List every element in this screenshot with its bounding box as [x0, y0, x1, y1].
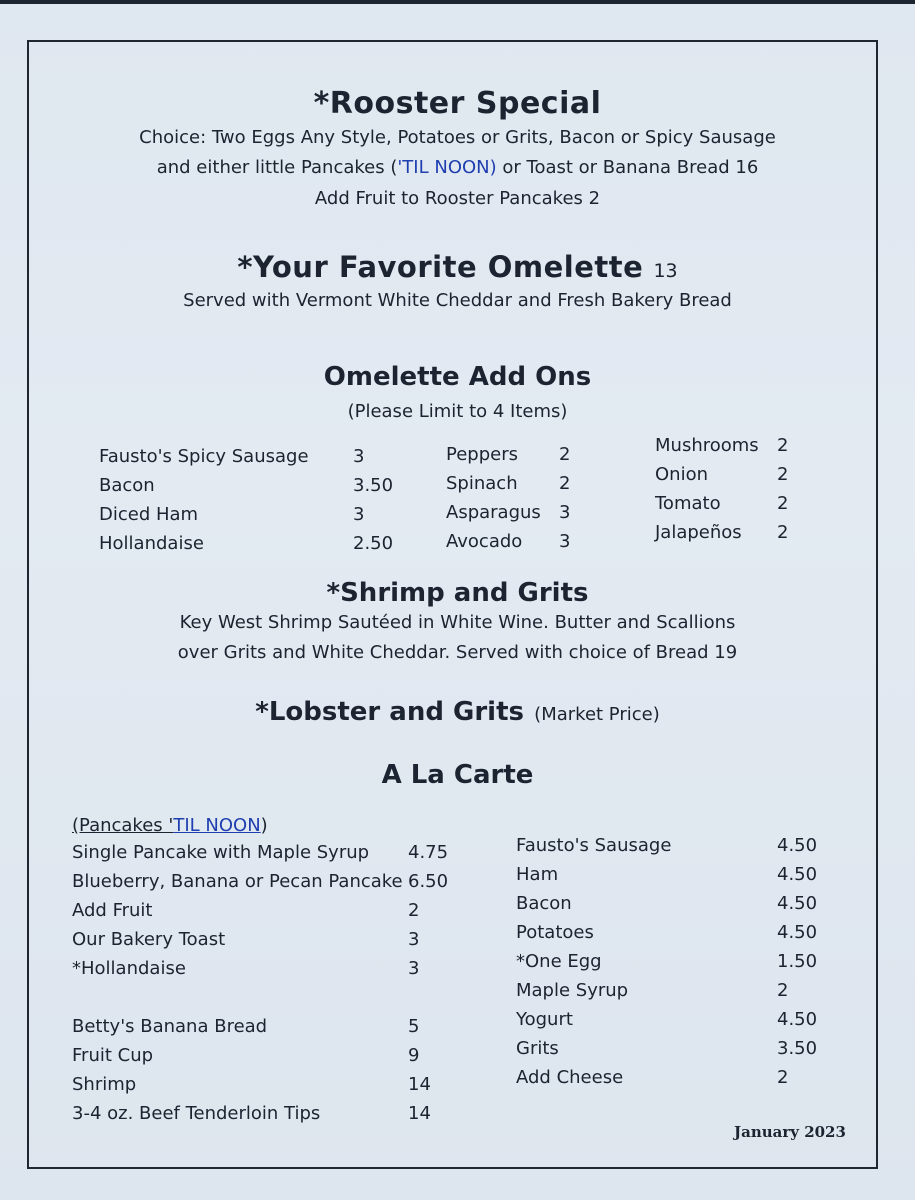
shrimp-grits-title: *Shrimp and Grits [326, 578, 589, 608]
addon-price: 2 [777, 493, 789, 514]
menu-item [72, 838, 462, 867]
item-price: 2 [777, 1067, 789, 1088]
top-edge [0, 0, 915, 4]
omelette-title: *Your Favorite Omelette [237, 250, 644, 284]
item-name: *One Egg [516, 951, 602, 972]
item-price: 3 [408, 958, 420, 979]
menu-item [72, 1012, 462, 1041]
item-name: Fruit Cup [72, 1045, 154, 1066]
item-name: Add Cheese [516, 1067, 624, 1088]
item-price: 4.50 [777, 835, 818, 856]
menu-item [72, 1041, 462, 1070]
addon-row [99, 500, 409, 529]
rooster-line-2-a: and either little Pancakes ( [156, 157, 398, 178]
item-name: Ham [516, 864, 559, 885]
addon-price: 3 [353, 446, 365, 467]
item-name: Yogurt [516, 1009, 573, 1030]
addon-name: Spinach [446, 473, 518, 494]
addon-price: 2 [559, 473, 571, 494]
item-name: Potatoes [516, 922, 594, 943]
addon-name: Onion [655, 464, 708, 485]
addon-row [99, 529, 409, 558]
menu-item [72, 1070, 462, 1099]
addon-row [446, 527, 586, 556]
item-price: 2 [408, 900, 420, 921]
item-name: Maple Syrup [516, 980, 629, 1001]
item-name: Grits [516, 1038, 559, 1059]
item-price: 1.50 [777, 951, 818, 972]
omelette-heading [0, 250, 915, 284]
menu-item [72, 925, 462, 954]
item-name: Single Pancake with Maple Syrup [72, 842, 370, 863]
addon-row [99, 442, 409, 471]
addon-name: Hollandaise [99, 533, 204, 554]
rooster-line-2 [0, 157, 915, 178]
addon-row [655, 518, 805, 547]
item-price: 14 [408, 1103, 431, 1124]
addons-title: Omelette Add Ons [323, 362, 592, 392]
item-price: 9 [408, 1045, 420, 1066]
menu-item [516, 918, 826, 947]
a-la-carte-right-list [516, 831, 826, 1092]
pancakes-note-a: (Pancakes ' [72, 815, 174, 836]
rooster-line-1: Choice: Two Eggs Any Style, Potatoes or Grits, Bacon or Spicy Sausage [139, 127, 776, 148]
addon-row [99, 471, 409, 500]
addons-note: (Please Limit to 4 Items) [347, 401, 568, 422]
item-name: Add Fruit [72, 900, 153, 921]
addon-name: Peppers [446, 444, 518, 465]
item-price: 4.50 [777, 864, 818, 885]
omelette-description: Served with Vermont White Cheddar and Fresh Bakery Bread [183, 290, 732, 311]
item-name: *Hollandaise [72, 958, 186, 979]
a-la-carte-title: A La Carte [381, 760, 534, 790]
menu-item [516, 1063, 826, 1092]
item-price: 6.50 [408, 871, 449, 892]
menu-item [72, 896, 462, 925]
addon-price: 2 [777, 435, 789, 456]
item-name: Betty's Banana Bread [72, 1016, 268, 1037]
item-price: 4.50 [777, 1009, 818, 1030]
a-la-carte-left-list [72, 838, 462, 983]
addon-price: 3.50 [353, 475, 394, 496]
addon-row [446, 469, 586, 498]
menu-item [516, 976, 826, 1005]
menu-item [516, 889, 826, 918]
addon-price: 3 [353, 504, 365, 525]
addon-row [446, 440, 586, 469]
rooster-special-title: *Rooster Special [313, 86, 602, 121]
menu-item [72, 867, 462, 896]
menu-item [72, 954, 462, 983]
menu-item [516, 860, 826, 889]
addon-name: Bacon [99, 475, 155, 496]
addons-column-1 [99, 442, 409, 558]
item-name: Shrimp [72, 1074, 137, 1095]
pancakes-til-noon-note [72, 815, 268, 836]
addon-name: Tomato [655, 493, 721, 514]
addon-price: 2.50 [353, 533, 394, 554]
menu-date: January 2023 [734, 1123, 846, 1141]
addon-price: 3 [559, 531, 571, 552]
addon-price: 2 [777, 464, 789, 485]
pancakes-note-til: TIL NOON [173, 815, 261, 836]
rooster-line-2-b: or Toast or Banana Bread 16 [496, 157, 759, 178]
a-la-carte-left-list-2 [72, 1012, 462, 1128]
addon-row [446, 498, 586, 527]
til-noon-note: 'TIL NOON) [397, 157, 497, 178]
item-price: 3.50 [777, 1038, 818, 1059]
item-price: 14 [408, 1074, 431, 1095]
menu-item [516, 1034, 826, 1063]
item-name: Fausto's Sausage [516, 835, 672, 856]
lobster-title: *Lobster and Grits [255, 697, 524, 727]
item-price: 3 [408, 929, 420, 950]
item-price: 5 [408, 1016, 420, 1037]
rooster-line-3: Add Fruit to Rooster Pancakes 2 [314, 188, 601, 209]
omelette-price: 13 [653, 260, 678, 282]
addon-name: Mushrooms [655, 435, 759, 456]
addon-name: Diced Ham [99, 504, 199, 525]
addon-name: Fausto's Spicy Sausage [99, 446, 309, 467]
item-name: Our Bakery Toast [72, 929, 226, 950]
item-name: 3-4 oz. Beef Tenderloin Tips [72, 1103, 321, 1124]
menu-item [516, 1005, 826, 1034]
item-price: 4.50 [777, 922, 818, 943]
menu-item [516, 947, 826, 976]
item-name: Bacon [516, 893, 572, 914]
addon-price: 2 [559, 444, 571, 465]
addon-price: 3 [559, 502, 571, 523]
item-price: 2 [777, 980, 789, 1001]
item-price: 4.75 [408, 842, 449, 863]
addon-name: Jalapeños [655, 522, 742, 543]
lobster-heading [0, 697, 915, 727]
addon-price: 2 [777, 522, 789, 543]
shrimp-line-2: over Grits and White Cheddar. Served with choice of Bread 19 [177, 642, 738, 663]
addon-name: Avocado [446, 531, 523, 552]
addons-column-2 [446, 440, 586, 556]
lobster-price: (Market Price) [534, 704, 660, 725]
menu-item [516, 831, 826, 860]
addon-row [655, 489, 805, 518]
addon-name: Asparagus [446, 502, 541, 523]
item-price: 4.50 [777, 893, 818, 914]
shrimp-line-1: Key West Shrimp Sautéed in White Wine. Butter and Scallions [179, 612, 736, 633]
addon-row [655, 431, 805, 460]
addons-column-3 [655, 431, 805, 547]
addon-row [655, 460, 805, 489]
item-name: Blueberry, Banana or Pecan Pancake [72, 871, 403, 892]
menu-item [72, 1099, 462, 1128]
pancakes-note-b: ) [260, 815, 268, 836]
